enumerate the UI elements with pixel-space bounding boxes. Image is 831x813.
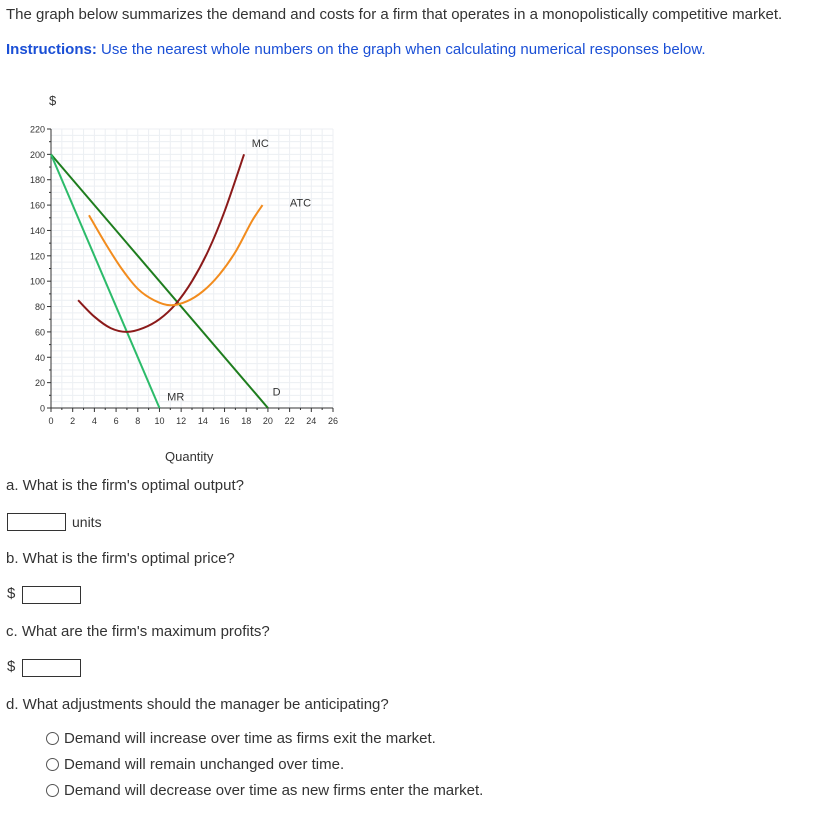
price-answer-input[interactable]	[22, 586, 81, 604]
curve-label-atc: ATC	[289, 197, 312, 210]
chart-grid	[51, 129, 333, 408]
instructions	[6, 41, 706, 58]
option-label: Demand will increase over time as firms exit the market.	[64, 730, 436, 747]
y-tick-label: 180	[29, 175, 45, 186]
y-tick-label: 200	[29, 149, 45, 160]
x-tick-label: 18	[241, 416, 252, 426]
y-tick-label: 220	[29, 124, 45, 135]
profit-dollar-sign: $	[7, 658, 16, 675]
y-tick-label: 0	[39, 403, 45, 414]
x-tick-label: 24	[306, 416, 317, 426]
cost-demand-chart	[0, 80, 350, 470]
curve-atc	[89, 205, 263, 305]
radio-icon[interactable]	[46, 784, 59, 797]
option-demand-unchanged[interactable]	[46, 756, 344, 773]
y-tick-label: 40	[34, 352, 45, 363]
question-c: c. What are the firm's maximum profits?	[6, 623, 270, 640]
x-tick-label: 12	[176, 416, 187, 426]
intro-text: The graph below summarizes the demand and costs for a firm that operates in a monopolistically competitive market.	[6, 6, 783, 23]
option-demand-decrease[interactable]	[46, 782, 483, 799]
instructions-text: Use the nearest whole numbers on the graph when calculating numerical responses below.	[101, 41, 706, 58]
option-label: Demand will remain unchanged over time.	[64, 756, 345, 773]
x-tick-label: 6	[113, 416, 119, 426]
question-d: d. What adjustments should the manager be anticipating?	[6, 696, 389, 713]
question-b: b. What is the firm's optimal price?	[6, 550, 235, 567]
curve-label-d: D	[272, 386, 281, 399]
x-tick-label: 20	[262, 416, 273, 426]
x-axis-label: Quantity	[165, 449, 214, 464]
x-tick-label: 8	[135, 416, 141, 426]
x-tick-label: 26	[327, 416, 339, 426]
y-tick-label: 140	[29, 225, 45, 236]
option-label: Demand will decrease over time as new firms enter the market.	[64, 782, 484, 799]
option-demand-increase[interactable]	[46, 730, 436, 747]
radio-icon[interactable]	[46, 758, 59, 771]
x-tick-label: 16	[219, 416, 230, 426]
y-tick-label: 120	[29, 251, 45, 262]
x-tick-label: 10	[154, 416, 165, 426]
curve-label-mc: MC	[251, 137, 269, 150]
y-tick-label: 60	[34, 327, 45, 338]
y-tick-label: 20	[34, 378, 45, 389]
x-tick-label: 14	[197, 416, 208, 426]
units-label: units	[72, 514, 102, 530]
price-dollar-sign: $	[7, 585, 16, 602]
instructions-label: Instructions:	[6, 41, 97, 58]
curve-label-mr: MR	[167, 391, 185, 404]
x-tick-label: 0	[48, 416, 54, 426]
x-tick-label: 22	[284, 416, 295, 426]
y-tick-label: 100	[29, 276, 45, 287]
y-axis-label: $	[49, 93, 57, 108]
y-tick-label: 80	[34, 302, 45, 313]
x-tick-label: 2	[70, 416, 76, 426]
y-tick-label: 160	[29, 200, 45, 211]
output-answer-input[interactable]	[7, 513, 66, 531]
question-a: a. What is the firm's optimal output?	[6, 477, 244, 494]
profit-answer-input[interactable]	[22, 659, 81, 677]
x-tick-label: 4	[91, 416, 97, 426]
radio-icon[interactable]	[46, 732, 59, 745]
